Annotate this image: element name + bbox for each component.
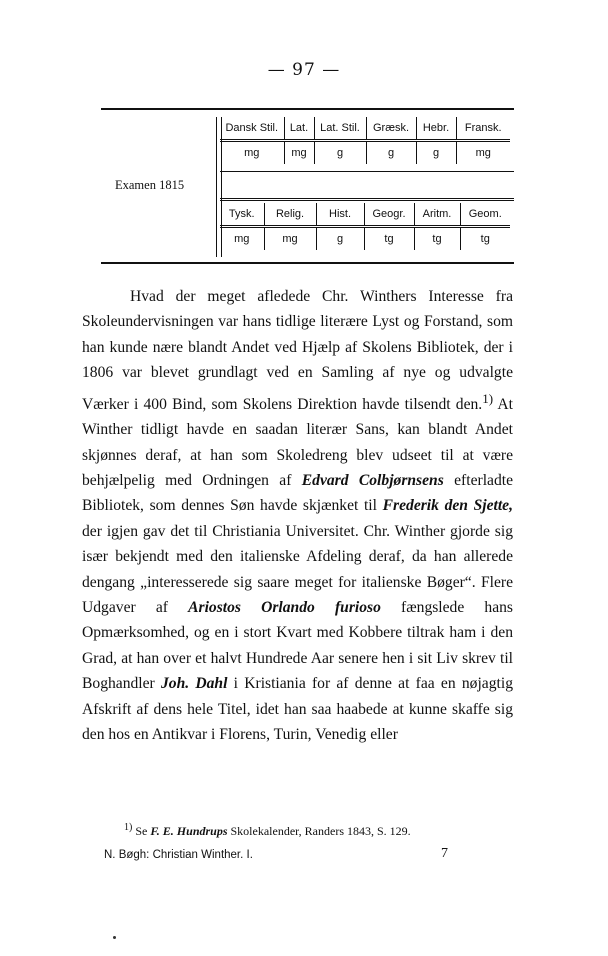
grade-cell: g [316,227,364,251]
grade-cell: tg [414,227,460,251]
subject-cell: Hebr. [416,117,456,141]
grade-cell: tg [460,227,510,251]
grade-cell: mg [264,227,316,251]
grade-cell: mg [456,141,510,165]
subject-cell: Geom. [460,203,510,227]
footnote-text: Se [132,824,151,838]
grade-cell: mg [220,141,284,165]
book-title: Ariostos Orlando furioso [188,599,381,617]
grades-row-2 [220,203,510,250]
footnote-author: F. E. Hundrups [150,824,228,838]
grade-cell: g [314,141,366,165]
subject-cell: Lat. [284,117,314,141]
subject-cell: Dansk Stil. [225,122,279,134]
subject-cell: Tysk. [228,208,255,220]
grade-cell: mg [284,141,314,165]
footnote-mark: 1) [124,822,133,833]
signature-text: N. Bøgh: Christian Winther. I. [104,849,253,861]
page-number: — 97 — [267,60,341,80]
body-text: Hvad der meget afledede Chr. Winthers Interesse fra Skoleundervisningen var hans tidlige literære Lyst og Forstand, som han kunde nære blandt Andet ved Hjælp af Skolens Bibliotek, der i 1806 var blevet grundlagt ved en Samling af nye og udvalgte Værker i 400 Bind, som Skolens Direktion havde tilsendt den. [82,288,513,413]
signature-line [104,846,448,862]
grade-cell: tg [364,227,414,251]
subject-cell: Aritm. [414,203,460,227]
body-text: fængslede hans Opmærksomhed, og en i stort Kvart med Kobbere tiltrak ham i den Grad, at han over et halvt Hundrede Aar senere hen i sit Liv skrev til Boghandler [82,599,513,693]
subject-cell: Græsk. [366,117,416,141]
subject-cell: Lat. Stil. [314,117,366,141]
body-text: der igjen gav det til Christiania Universitet. Chr. Winther gjorde sig især bekjendt med den italienske Afdeling deraf, da han allerede dengang „interesserede sig saare meget for italienske Bøger“. Flere Udgaver af [82,522,513,617]
body-text: i Kristiania for af denne at faa en nøjagtig Afskrift af dens hele Titel, idet han saa haabede at kunne skaffe sig den hos en Antikvar i Florens, Turin, Venedig eller [82,675,513,744]
grade-cell: mg [220,227,264,251]
table-separator [220,171,514,201]
body-text: efterladte Bibliotek, som dennes Søn havde skjænket til [82,472,513,515]
subject-cell: Geogr. [364,203,414,227]
footnote [124,822,524,839]
sheet-number: 7 [441,846,448,861]
body-text: At Winther tidligt havde en saadan literær Sans, kan blandt Andet skjønnes deraf, at han som Skoledreng blev udseet til at være behjælpelig med Ordningen af [82,395,513,490]
subject-cell: Hist. [316,203,364,227]
exam-label: Examen 1815 [115,178,185,192]
subject-cell: Fransk. [456,117,510,141]
person-name: Frederik den Sjette, [382,497,513,515]
subject-cell: Relig. [264,203,316,227]
body-paragraph [82,284,513,748]
grade-cell: g [416,141,456,165]
person-name: Joh. Dahl [160,675,228,693]
exam-grades-table [101,108,514,264]
grades-row-1 [220,117,510,164]
person-name: Edvard Colbjørnsens [301,472,444,490]
footnote-ref: 1) [482,390,494,406]
grade-cell: g [366,141,416,165]
print-speck [113,936,116,939]
footnote-text: Skolekalender, Randers 1843, S. 129. [227,824,411,838]
